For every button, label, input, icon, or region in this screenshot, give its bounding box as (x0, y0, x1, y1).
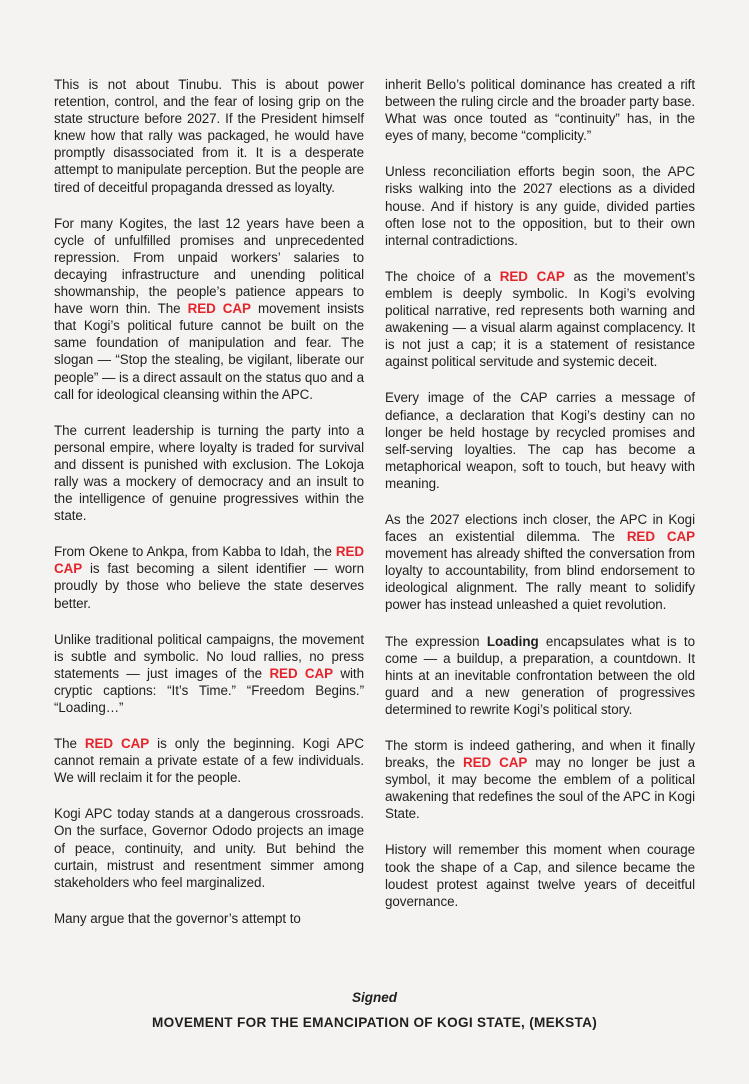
red-cap-highlight: RED CAP (84, 736, 150, 752)
paragraph (54, 735, 364, 786)
text-run: is fast becoming a silent identifier — worn proudly by those who believe the state deserves better. (54, 561, 364, 611)
paragraph: History will remember this moment when courage took the shape of a Cap, and silence became the loudest protest against twelve years of deceitful governance. (385, 842, 695, 909)
red-cap-highlight: RED CAP (463, 755, 528, 771)
paragraph: The current leadership is turning the party into a personal empire, where loyalty is traded for survival and dissent is punished with exclusion. The Lokoja rally was a mockery of democracy and an insult to the intelligence of genuine progressives within the state. (54, 422, 364, 524)
red-cap-highlight: RED CAP (187, 301, 251, 317)
red-cap-highlight: RED CAP (54, 544, 364, 577)
article-columns (54, 76, 695, 946)
red-cap-highlight: RED CAP (626, 529, 695, 545)
text-run: may no longer be just a symbol, it may become the emblem of a political awakening that redefines the soul of the APC in Kogi State. (385, 755, 695, 822)
right-column (385, 76, 695, 946)
text-run: movement insists that Kogi’s political future cannot be built on the same foundation of manipulation and fear. The slogan — “Stop the stealing, be vigilant, liberate our people” — is a direct assault on the status quo and a call for ideological cleansing within the APC. (54, 301, 364, 402)
text-run: as the movement’s emblem is deeply symbolic. In Kogi’s evolving political narrative, red represents both warning and awakening — a visual alarm against complacency. It is not just a cap; it is a statement of resistance against political servitude and systemic deceit. (385, 268, 695, 370)
paragraph (54, 631, 364, 716)
paragraph (385, 511, 695, 614)
left-column (54, 76, 364, 946)
text-run: The (54, 736, 85, 752)
paragraph: This is not about Tinubu. This is about power retention, control, and the fear of losing grip on the state structure before 2027. If the President himself knew how that rally was packaged, he would have promptly disassociated from it. It is a desperate attempt to manipulate perception. But the people are tired of deceitful propaganda dressed as loyalty. (54, 77, 364, 195)
paragraph (54, 215, 364, 403)
paragraph: Many argue that the governor’s attempt to (54, 910, 301, 926)
signed-label: Signed (351, 990, 397, 1005)
text-run: For many Kogites, the last 12 years have been a cycle of unfulfilled promises and unprecedented repression. From unpaid workers’ salaries to decaying infrastructure and unending political showmanship, the people’s patience appears to have worn thin. The (54, 215, 364, 317)
text-run: As the 2027 elections inch closer, the APC in Kogi faces an existential dilemma. The (385, 511, 695, 545)
red-cap-highlight: RED CAP (499, 268, 565, 284)
paragraph: Every image of the CAP carries a message of defiance, a declaration that Kogi’s destiny can no longer be held hostage by recycled promises and self-serving loyalties. The cap has become a metaphorical weapon, soft to touch, but heavy with meaning. (385, 390, 695, 491)
paragraph (385, 737, 695, 822)
paragraph: Unless reconciliation efforts begin soon, the APC risks walking into the 2027 elections as a divided house. And if history is any guide, divided parties often lose not to the opposition, but to their own internal contradictions. (385, 164, 695, 248)
red-cap-highlight: RED CAP (269, 665, 334, 681)
text-run: Unlike traditional political campaigns, the movement is subtle and symbolic. No loud rallies, no press statements — just images of the (54, 631, 364, 681)
text-run: movement has already shifted the conversation from loyalty to accountability, from blind endorsement to ideological alignment. The rally meant to solidify power has instead unleashed a quiet revolution. (385, 546, 695, 613)
paragraph: inherit Bello’s political dominance has created a rift between the ruling circle and the broader party base. What was once touted as “continuity” has, in the eyes of many, become “complicity.” (385, 77, 695, 144)
paragraph: Kogi APC today stands at a dangerous crossroads. On the surface, Governor Ododo projects an image of peace, continuity, and unity. But behind the curtain, mistrust and resentment simmer among stakeholders who feel marginalized. (54, 806, 364, 890)
text-run: The storm is indeed gathering, and when it finally breaks, the (385, 738, 695, 771)
text-run: is only the beginning. Kogi APC cannot remain a private estate of a few individuals. We will reclaim it for the people. (54, 736, 364, 786)
text-run: The choice of a (385, 268, 500, 284)
text-run: with cryptic captions: “It’s Time.” “Freedom Begins.” “Loading…” (54, 665, 364, 715)
loading-highlight: Loading (486, 633, 539, 649)
paragraph (54, 543, 364, 611)
paragraph (385, 268, 695, 371)
text-run: The expression (385, 633, 487, 649)
paragraph (385, 633, 695, 718)
text-run: From Okene to Ankpa, from Kabba to Idah, the (54, 544, 336, 560)
text-run: encapsulates what is to come — a buildup, a preparation, a countdown. It hints at an inevitable confrontation between the old guard and a new generation of progressives determined to rewrite Kogi’s political story. (385, 633, 695, 717)
organization-name: MOVEMENT FOR THE EMANCIPATION OF KOGI STATE, (MEKSTA) (151, 1015, 598, 1030)
